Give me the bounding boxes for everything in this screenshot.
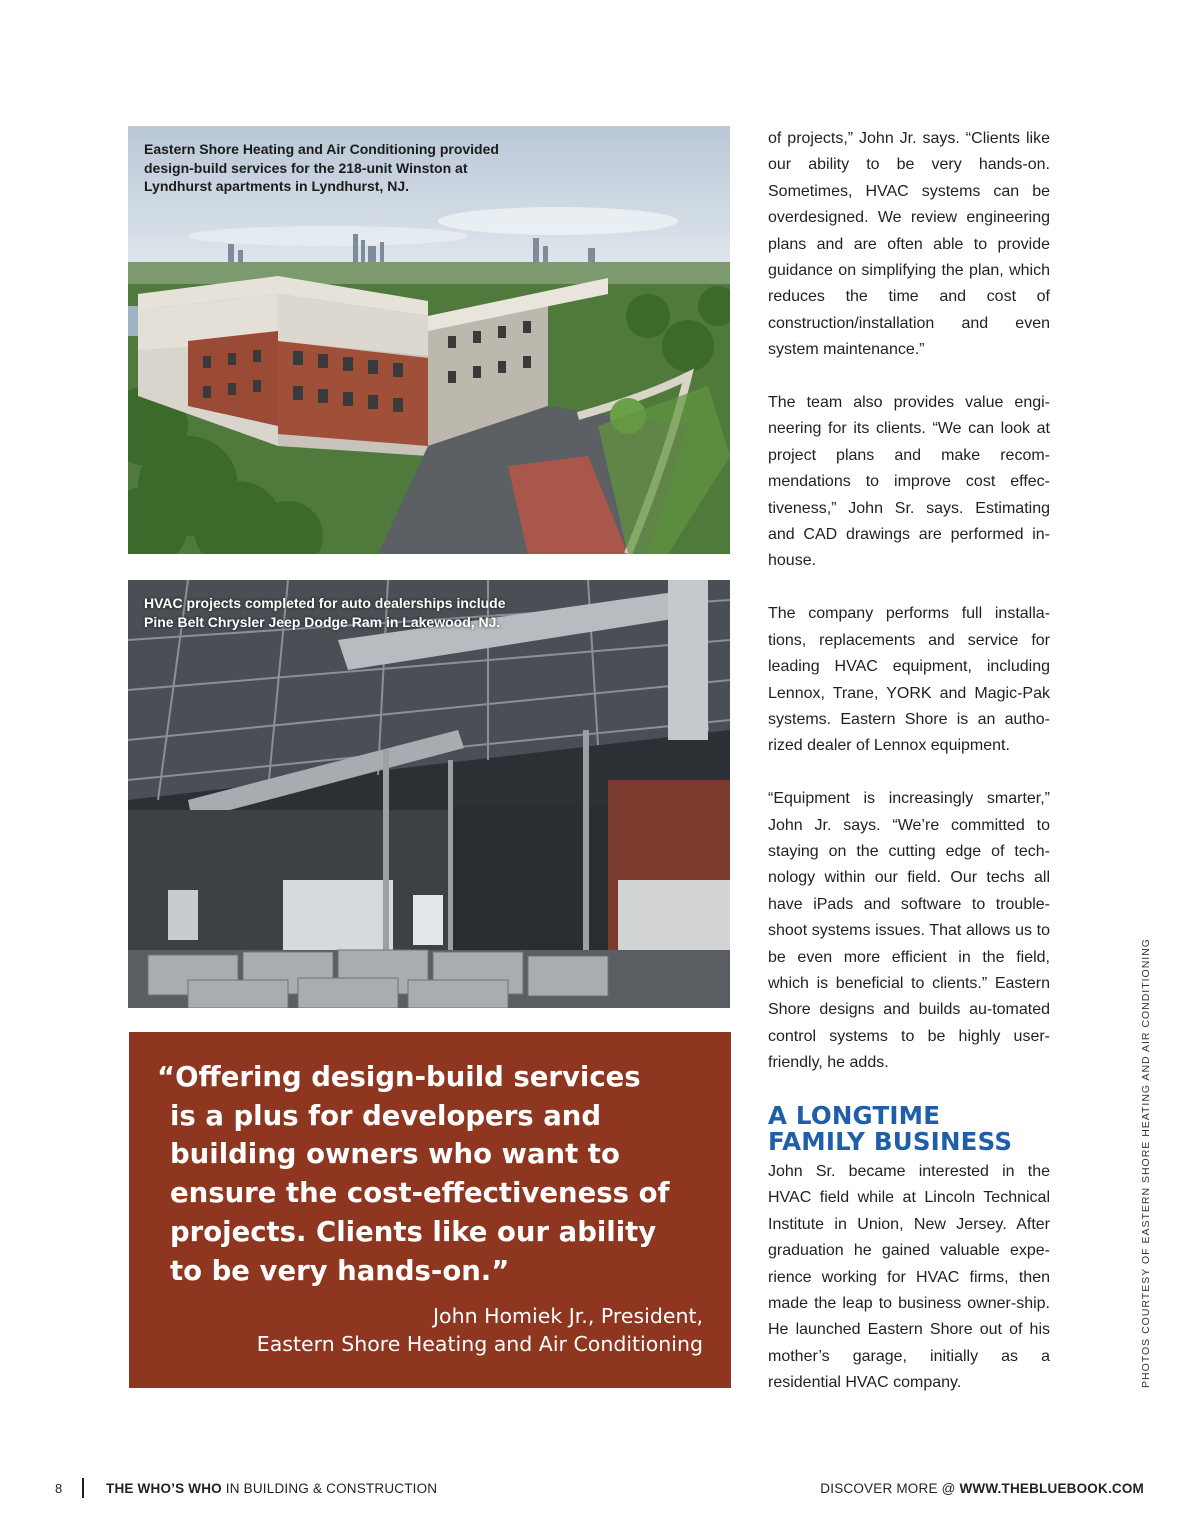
discover-more [820, 1481, 1144, 1496]
photo-caption: Eastern Shore Heating and Air Conditioning provided design-build services for the 218-unit Winston at Lyndhurst apartments in Lyndhurst, NJ. [144, 141, 499, 194]
page-number: 8 [55, 1481, 63, 1496]
publication-title-rest: IN BUILDING & CONSTRUCTION [221, 1481, 438, 1496]
dealership-interior-image [128, 580, 730, 1008]
pull-quote [129, 1032, 731, 1388]
publication-title-bold: THE WHO’S WHO [106, 1481, 222, 1496]
publication-title [106, 1481, 437, 1496]
page-footer [0, 1478, 1200, 1502]
discover-label: DISCOVER MORE @ [820, 1481, 960, 1496]
article-column [768, 126, 1050, 1423]
photo-pine-belt-dealership [128, 580, 730, 1008]
photo-credit: PHOTOS COURTESY OF EASTERN SHORE HEATING AND AIR CONDITIONING [1140, 938, 1152, 1388]
article-paragraph: John Sr. became interested in the HVAC field while at Lincoln Technical Institute in Union, New Jersey. After graduation he gained valuable expe-rience working for HVAC firms, then made the leap to business owner-ship. He launched Eastern Shore out of his mother’s garage, initially as a residential HVAC company. [768, 1162, 1050, 1392]
pull-quote-text: “Offering design-build services is a plus for developers and building owners who want to ensure the cost-effectiveness of projects. Clients like our ability to be very hands-on.” [157, 1061, 670, 1287]
article-paragraph: The company performs full installa-tions, replacements and service for leading HVAC equipment, including Lennox, Trane, YORK and Magic-Pak systems. Eastern Shore is an autho-rized dealer of Lennox equipment. [768, 605, 1050, 755]
section-heading: A LONGTIME FAMILY BUSINESS [768, 1100, 1013, 1156]
article-paragraph: “Equipment is increasingly smarter,” John Jr. says. “We’re committed to staying on the cutting edge of tech-nology within our field. Our techs all have iPads and software to trouble-shoot systems issues. That allows us to be even more efficient in the field, which is beneficial to clients.” Eastern Shore designs and builds au-tomated control systems to be highly user-friendly, he adds. [768, 790, 1050, 1072]
footer-divider [82, 1478, 84, 1498]
article-paragraph: of projects,” John Jr. says. “Clients like our ability to be very hands-on. Sometimes, HVAC systems can be overdesigned. We review engineering plans and are often able to provide guidance on simplifying the plan, which reduces the time and cost of construction/installation and even system maintenance.” [768, 130, 1050, 359]
article-paragraph: The team also provides value engi-neering for its clients. “We can look at project plans and make recom-mendations to improve cost effec-tiveness,” John Sr. says. Estimating and CAD drawings are performed in-house. [768, 394, 1050, 570]
photo-caption: HVAC projects completed for auto dealerships include Pine Belt Chrysler Jeep Dodge Ram in Lakewood, NJ. [144, 595, 506, 630]
pull-quote-attribution: John Homiek Jr., President, Eastern Shore Heating and Air Conditioning [256, 1304, 703, 1356]
website-link[interactable]: WWW.THEBLUEBOOK.COM [959, 1481, 1144, 1496]
photo-winston-lyndhurst [128, 126, 730, 554]
